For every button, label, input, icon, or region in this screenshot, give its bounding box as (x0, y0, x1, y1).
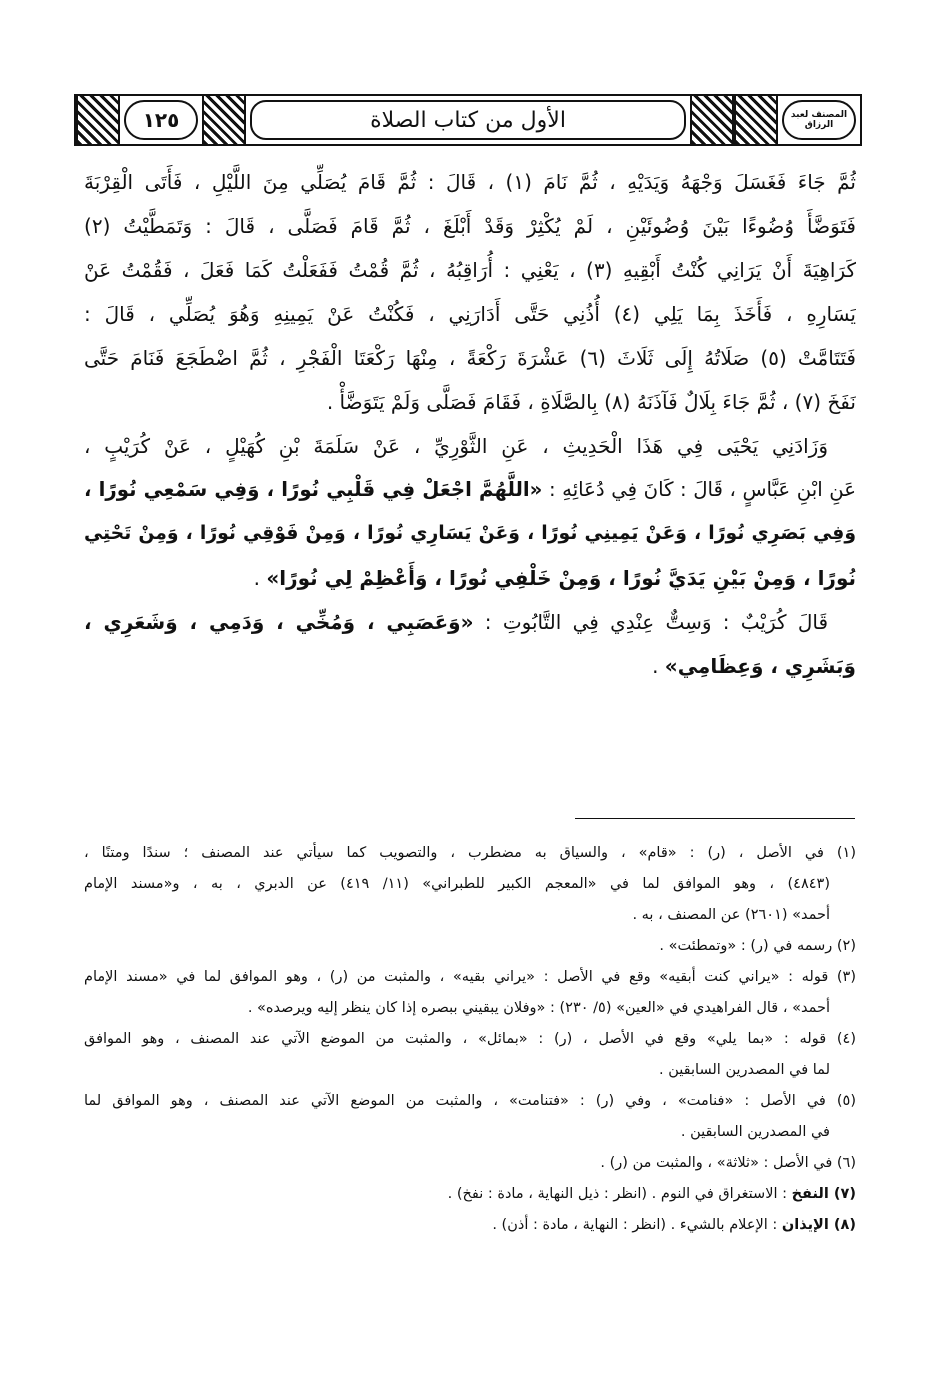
footnote-8 (84, 1210, 856, 1241)
footnote-2: (٢) رسمه في (ر) : «وتمطئت» . (659, 938, 856, 954)
footnote-3: (٣) قوله : «يراني كنت أبقيه» وقع في الأصل : «يراني بقيه» ، والمثبت من (ر) ، وهو الموافق لما في «مسند الإمام (84, 969, 856, 985)
footnote-separator (575, 818, 855, 819)
text-line (84, 644, 856, 688)
ornament-icon (734, 96, 778, 144)
page-header (74, 94, 862, 146)
footnote-5: في المصدرين السابقين . (680, 1124, 830, 1140)
footnote-text: : الاستغراق في النوم . (انظر : ذيل النهاية ، مادة : نفخ) . (447, 1186, 792, 1202)
page-number: ١٢٥ (124, 100, 198, 140)
text-line (84, 468, 856, 512)
text-line: فَتَتَامَّتْ (٥) صَلَاتُهُ إِلَى ثَلَاثَ (٦) عَشْرَةَ رَكْعَةً ، مِنْهَا رَكْعَتَا الْفَجْرِ ، ثُمَّ اضْطَجَعَ فَنَامَ حَتَّى (84, 346, 856, 370)
text-line: كَرَاهِيَةَ أَنْ يَرَانِي كُنْتُ أَبْقِيهِ (٣) ، يَعْنِي : أُرَاقِبُهُ ، ثُمَّ قُمْتُ فَفَعَلْتُ كَمَا فَعَلَ ، فَقُمْتُ عَنْ (84, 258, 856, 282)
ornament-icon (76, 96, 120, 144)
text-span: . (253, 566, 267, 590)
ornament-icon (202, 96, 246, 144)
hadith-text: وَبَشَرِي ، وَعِظَامِي» (664, 654, 856, 678)
footnote-7 (84, 1179, 856, 1210)
text-span: عَنِ ابْنِ عَبَّاسٍ ، قَالَ : كَانَ فِي دُعَائِهِ : (542, 478, 856, 501)
hadith-text: نُورًا ، وَمِنْ بَيْنِ يَدَيَّ نُورًا ، وَمِنْ خَلْفِي نُورًا ، وَأَعْظِمْ لِي نُورًا» (266, 566, 856, 590)
text-span: قَالَ كُرَيْبٌ : وَسِتٌّ عِنْدِي فِي التَّابُوتِ : (473, 610, 829, 634)
footnote-term: (٨) الإيذان (781, 1217, 856, 1233)
hadith-text: «وَعَصَبِي ، وَمُخِّي ، وَدَمِي ، وَشَعَرِي ، (84, 610, 474, 634)
footnote-3: أحمد» ، قال الفراهيدي في «العين» (٥/ ٢٣٠) : «وفلان يبقيني ببصره إذا كان ينظر إليه ويرصده» . (247, 1000, 830, 1016)
text-line (84, 556, 856, 600)
text-line: وَزَادَنِي يَحْيَى فِي هَذَا الْحَدِيثِ ، عَنِ الثَّوْرِيِّ ، عَنْ سَلَمَةَ بْنِ كُهَيْلٍ ، عَنْ كُرَيْبٍ ، (84, 434, 828, 458)
footnotes (84, 838, 856, 1241)
main-text (84, 160, 856, 688)
book-logo: المصنف لعبد الرزاق (782, 100, 856, 140)
running-title: الأول من كتاب الصلاة (250, 100, 686, 140)
footnote-1: (٤٨٤٣) ، وهو الموافق لما في «المعجم الكبير للطبراني» (١١/ ٤١٩) عن الدبري ، به ، و«مسند الإمام (84, 876, 830, 892)
footnote-term: (٧) النفخ (791, 1186, 856, 1202)
text-line: فَتَوَضَّأَ وُضُوءًا بَيْنَ وُضُوئَيْنِ ، لَمْ يُكْثِرْ وَقَدْ أَبْلَغَ ، ثُمَّ قَامَ فَصَلَّى ، قَالَ : وَتَمَطَّيْتُ (٢) (84, 214, 856, 238)
footnote-1: (١) في الأصل ، (ر) : «قام» ، والسياق به مضطرب ، والتصويب كما سيأتي عند المصنف ؛ سندًا ومتنًا ، (84, 845, 856, 861)
text-line: ثُمَّ جَاءَ فَغَسَلَ وَجْهَهُ وَيَدَيْهِ ، ثُمَّ نَامَ (١) ، قَالَ : ثُمَّ قَامَ يُصَلِّي مِنَ اللَّيْلِ ، فَأَتَى الْقِرْبَةَ (84, 170, 856, 194)
text-line: نَفَخَ (٧) ، ثُمَّ جَاءَ بِلَالٌ فَآذَنَهُ (٨) بِالصَّلَاةِ ، فَقَامَ فَصَلَّى وَلَمْ يَتَوَضَّأْ . (326, 390, 856, 414)
footnote-4: (٤) قوله : «بما يلي» وقع في الأصل ، (ر) : «بمائل» ، والمثبت من الموضع الآتي عند المصنف ، وهو الموافق (84, 1031, 856, 1047)
footnote-text: : الإعلام بالشيء . (انظر : النهاية ، مادة : أذن) . (492, 1217, 782, 1233)
text-line (84, 600, 856, 644)
hadith-text: وَفِي بَصَرِي نُورًا ، وَعَنْ يَمِينِي نُورًا ، وَعَنْ يَسَارِي نُورًا ، وَمِنْ فَوْقِي نُورًا ، وَمِنْ تَحْتِي (84, 523, 856, 544)
footnote-1: أحمد» (٢٦٠١) عن المصنف ، به . (632, 907, 830, 923)
text-line: يَسَارِهِ ، فَأَخَذَ بِمَا يَلِي (٤) أُذُنِي حَتَّى أَدَارَنِي ، فَكُنْتُ عَنْ يَمِينِهِ وَهُوَ يُصَلِّي ، قَالَ : (84, 302, 856, 326)
hadith-text: «اللَّهُمَّ اجْعَلْ فِي قَلْبِي نُورًا ، وَفِي سَمْعِي نُورًا ، (84, 478, 543, 501)
footnote-4: لما في المصدرين السابقين . (659, 1062, 830, 1078)
footnote-5: (٥) في الأصل : «فنامت» ، وفي (ر) : «فتنامت» ، والمثبت من الموضع الآتي عند المصنف ، وهو الموافق لما (84, 1093, 856, 1109)
text-span: . (652, 654, 665, 678)
ornament-icon (690, 96, 734, 144)
footnote-6: (٦) في الأصل : «ثلاثة» ، والمثبت من (ر) . (600, 1155, 856, 1171)
